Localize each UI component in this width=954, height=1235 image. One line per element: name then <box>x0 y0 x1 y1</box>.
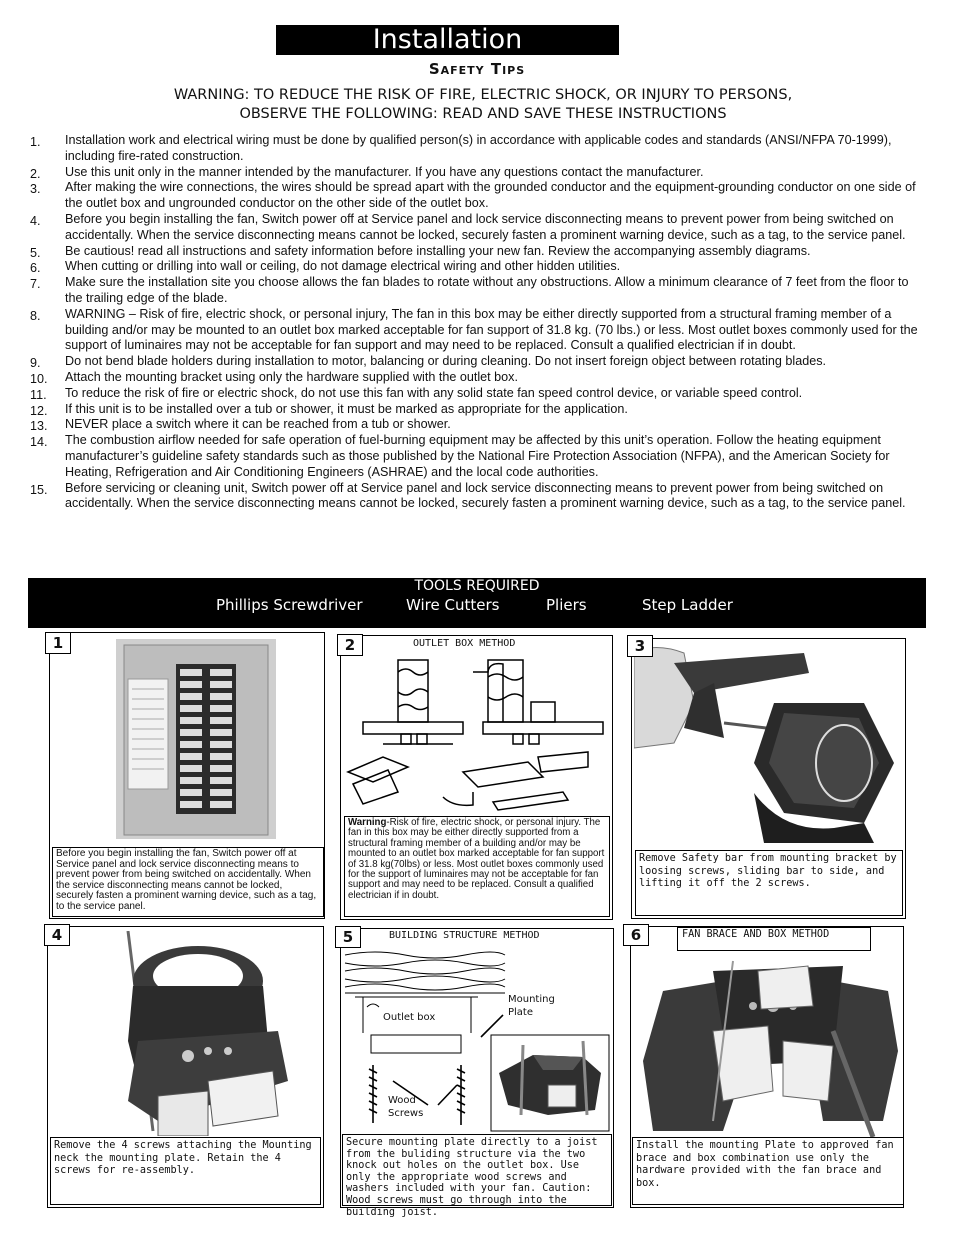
tip-number: 5. <box>30 245 41 260</box>
step-4-caption: Remove the 4 screws attaching the Mounting neck the mounting plate. Retain the 4 screws for re-assembly. <box>50 1137 321 1205</box>
step-4-number: 4 <box>44 924 70 946</box>
tip-text: Attach the mounting bracket using only the hardware supplied with the outlet box. <box>65 369 518 384</box>
tip-text: Do not bend blade holders during installation to motor, balancing or during cleaning. Do not insert foreign object between rotating blades. <box>65 354 827 369</box>
tip-number: 6. <box>30 261 41 276</box>
step-6-panel <box>630 926 904 1208</box>
safety-tips-list <box>30 133 922 512</box>
tip-number: 10. <box>30 371 48 386</box>
tip-text: Installation work and electrical wiring must be done by qualified person(s) in accordance with applicable codes and standards (ANSI/NFPA 70-1999), including fire-rated construction. <box>65 133 892 163</box>
list-item <box>30 212 922 244</box>
list-item <box>30 402 922 418</box>
tip-number: 8. <box>30 308 41 323</box>
step-1-panel <box>49 632 325 919</box>
list-item <box>30 307 922 354</box>
tip-number: 13. <box>30 419 48 434</box>
tip-text: Make sure the installation site you choose allows the fan blades to rotate without any obstructions. Allow a minimum clearance of 7 feet from the floor to the trailing edge of the blade. <box>65 275 909 305</box>
step-5-panel <box>340 928 614 1218</box>
tip-number: 11. <box>30 387 47 402</box>
list-item <box>30 354 922 370</box>
warning-line-2: OBSERVE THE FOLLOWING: READ AND SAVE THESE INSTRUCTIONS <box>239 106 727 122</box>
tip-text: Use this unit only in the manner intended by the manufacturer. If you have any questions contact the manufacturer. <box>65 164 704 179</box>
page-title: Installation <box>276 25 619 55</box>
tools-heading: TOOLS REQUIRED <box>414 578 540 594</box>
step-2-number: 2 <box>337 634 363 656</box>
list-item <box>30 133 922 165</box>
tip-number: 4. <box>30 213 41 228</box>
outlet-box-label: Outlet box <box>383 1012 436 1023</box>
tool-phillips-screwdriver: Phillips Screwdriver <box>216 596 363 614</box>
tip-number: 1. <box>30 135 41 149</box>
tip-number: 12. <box>30 403 48 418</box>
list-item <box>30 386 922 402</box>
tip-number: 7. <box>30 277 41 292</box>
step-3-panel <box>631 638 906 919</box>
step-2-caption-text: -Risk of fire, electric shock, or personal injury. The fan in this box may be either directly supported from a structural framing member of a building and/or may be mounted to an outlet box marked acceptable for fan support of 31.8 kg(70lbs) or less. Most outlet boxes commonly used for the support of luminaires may not be acceptable for fan support and may need to be replaced. Consult a qualified electrician if in doubt. <box>348 817 605 901</box>
list-item <box>30 433 922 480</box>
tool-step-ladder: Step Ladder <box>642 596 733 614</box>
step-6-number: 6 <box>623 924 649 946</box>
tip-text: Before you begin installing the fan, Switch power off at Service panel and lock service disconnecting means to prevent power from being switched on accidentally. When the service disconnecting means cannot be locked, securely fasten a prominent warning device, such as a tag, to the service panel. <box>65 211 906 242</box>
tip-text: NEVER place a switch where it can be reached from a tub or shower. <box>65 417 451 432</box>
tip-text: The combustion airflow needed for safe operation of fuel-burning equipment may be affected by this unit’s operation. Follow the heating equipment manufacturer’s guideline safety standards such as those published by the National Fire Protection Association (NFPA), and the American Society for Heating, Refrigeration and Air Conditioning Engineers (ASHRAE) and the local code authorities. <box>65 433 890 479</box>
wood-screws-label: Wood Screws <box>388 1095 424 1119</box>
tip-number: 3. <box>30 182 41 197</box>
step-6-title: FAN BRACE AND BOX METHOD <box>677 927 871 951</box>
tip-number: 14. <box>30 435 48 450</box>
step-6-caption: Install the mounting Plate to approved fan brace and box combination use only the hardware provided with the fan brace and box. <box>632 1137 904 1205</box>
list-item <box>30 370 922 386</box>
mounting-plate-photo <box>98 931 298 1136</box>
list-item <box>30 481 922 513</box>
step-2-panel <box>340 635 613 920</box>
step-4-panel <box>47 926 324 1208</box>
tip-number: 2. <box>30 166 41 181</box>
mounting-bracket-photo <box>634 643 904 843</box>
step-5-caption: Secure mounting plate directly to a joist from the buliding structure via the two knock out holes on the outlet box. Use only the appropriate wood screws and washers included with your fan. Caution: Wood screws must go through into the building joist. <box>342 1134 612 1206</box>
step-3-number: 3 <box>627 635 653 657</box>
step-1-caption: Before you begin installing the fan, Switch power off at Service panel and lock service disconnecting means to prevent power from being switched on accidentally. When the service disconnecting means cannot be locked, securely fasten a prominent warning device, such as a tag, to the service panel. <box>52 847 324 917</box>
tool-wire-cutters: Wire Cutters <box>406 596 500 614</box>
step-1-number: 1 <box>45 632 71 654</box>
tip-text: After making the wire connections, the wires should be spread apart with the grounded conductor and the equipment-grounding conductor on one side of the outlet box and ungrounded conductor on the other side of the outlet box. <box>65 180 916 211</box>
tip-text: Before servicing or cleaning unit, Switch power off at Service panel and lock service disconnecting means to prevent power from being switched on accidentally. When the service disconnecting means cannot be locked, securely fasten a prominent warning device, such as a tag, to the service panel. <box>65 480 906 511</box>
tip-text: To reduce the risk of fire or electric shock, do not use this fan with any solid state fan speed control device, or variable speed control. <box>65 385 803 400</box>
section-subtitle: Safety Tips <box>428 60 526 78</box>
warning-line-1: WARNING: TO REDUCE THE RISK OF FIRE, ELECTRIC SHOCK, OR INJURY TO PERSONS, <box>173 87 793 103</box>
tip-number: 15. <box>30 482 48 497</box>
tip-text: WARNING – Risk of fire, electric shock, or personal injury, The fan in this box may be either directly supported from a structural framing member of a building and/or may be mounted to an outlet box marked acceptable for fan support of 31.8 kg. (70 lbs.) or less. Most outlet boxes commonly used for the support of luminaires may not be acceptable for fan support and may need to be replaced. Consult a qualified electrician if in doubt. <box>65 306 918 353</box>
step-2-caption-bold: Warning <box>348 817 387 828</box>
list-item <box>30 417 922 433</box>
tool-pliers: Pliers <box>546 596 587 614</box>
breaker-panel-photo <box>116 639 276 839</box>
list-item <box>30 244 922 260</box>
tip-text: If this unit is to be installed over a tub or shower, it must be marked as appropriate for the application. <box>65 401 628 416</box>
step-3-caption: Remove Safety bar from mounting bracket by loosing screws, sliding bar to side, and lifting it off the 2 screws. <box>635 850 903 916</box>
step-5-number: 5 <box>335 926 361 948</box>
list-item <box>30 165 922 181</box>
list-item <box>30 275 922 307</box>
step-2-title: OUTLET BOX METHOD <box>413 638 516 649</box>
mounting-plate-label: Mounting Plate <box>508 994 555 1018</box>
tools-required-bar <box>28 578 926 628</box>
building-structure-diagram <box>343 945 611 1133</box>
step-2-caption <box>344 816 610 917</box>
tip-text: When cutting or drilling into wall or ceiling, do not damage electrical wiring and other hidden utilities. <box>65 259 621 274</box>
list-item <box>30 259 922 275</box>
list-item <box>30 180 922 212</box>
fan-brace-photo <box>633 951 901 1137</box>
warning-heading <box>100 86 866 124</box>
step-5-title: BUILDING STRUCTURE METHOD <box>389 930 540 941</box>
outlet-box-diagram <box>343 652 609 814</box>
tip-number: 9. <box>30 356 41 371</box>
tip-text: Be cautious! read all instructions and safety information before installing your new fan. Review the accompanying assembly diagrams. <box>65 243 811 258</box>
